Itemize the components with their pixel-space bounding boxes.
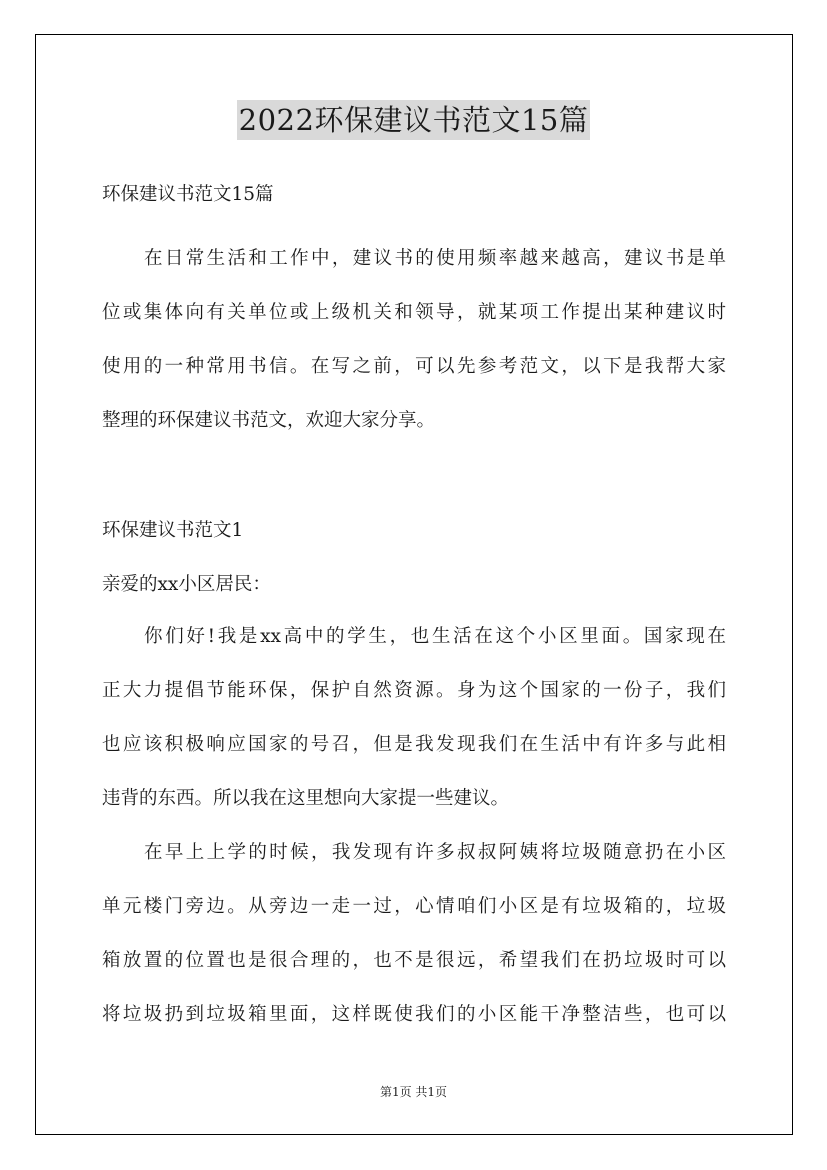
paragraph-line: 违背的东西。所以我在这里想向大家提一些建议。 — [102, 788, 510, 809]
page-footer: 第1页 共1页 — [379, 1085, 448, 1099]
section-heading: 环保建议书范文1 — [102, 520, 244, 541]
paragraph-line: 单元楼门旁边。从旁边一走一过，心情咱们小区是有垃圾箱的，垃圾 — [102, 896, 726, 917]
document-title: 2022环保建议书范文15篇 — [237, 100, 591, 140]
title-container — [0, 100, 827, 140]
intro-line: 位或集体向有关单位或上级机关和领导，就某项工作提出某种建议时 — [102, 302, 726, 323]
paragraph-line: 你们好!我是xx高中的学生，也生活在这个小区里面。国家现在 — [144, 626, 726, 647]
paragraph-1 — [102, 610, 726, 826]
intro-paragraph — [102, 232, 726, 448]
paragraph-line: 正大力提倡节能环保，保护自然资源。身为这个国家的一份子，我们 — [102, 680, 726, 701]
paragraph-line: 将垃圾扔到垃圾箱里面，这样既使我们的小区能干净整洁些，也可以 — [102, 1004, 726, 1025]
intro-line: 使用的一种常用书信。在写之前，可以先参考范文，以下是我帮大家 — [102, 356, 726, 377]
paragraph-2 — [102, 826, 726, 1042]
intro-line: 在日常生活和工作中，建议书的使用频率越来越高，建议书是单 — [144, 248, 726, 269]
salutation: 亲爱的xx小区居民： — [102, 574, 271, 595]
intro-line: 整理的环保建议书范文，欢迎大家分享。 — [102, 410, 436, 431]
paragraph-line: 也应该积极响应国家的号召，但是我发现我们在生活中有许多与此相 — [102, 734, 726, 755]
document-body — [102, 176, 726, 1042]
paragraph-line: 箱放置的位置也是很合理的，也不是很远，希望我们在扔垃圾时可以 — [102, 950, 726, 971]
subtitle: 环保建议书范文15篇 — [102, 184, 274, 205]
paragraph-line: 在早上上学的时候，我发现有许多叔叔阿姨将垃圾随意扔在小区 — [144, 842, 726, 863]
